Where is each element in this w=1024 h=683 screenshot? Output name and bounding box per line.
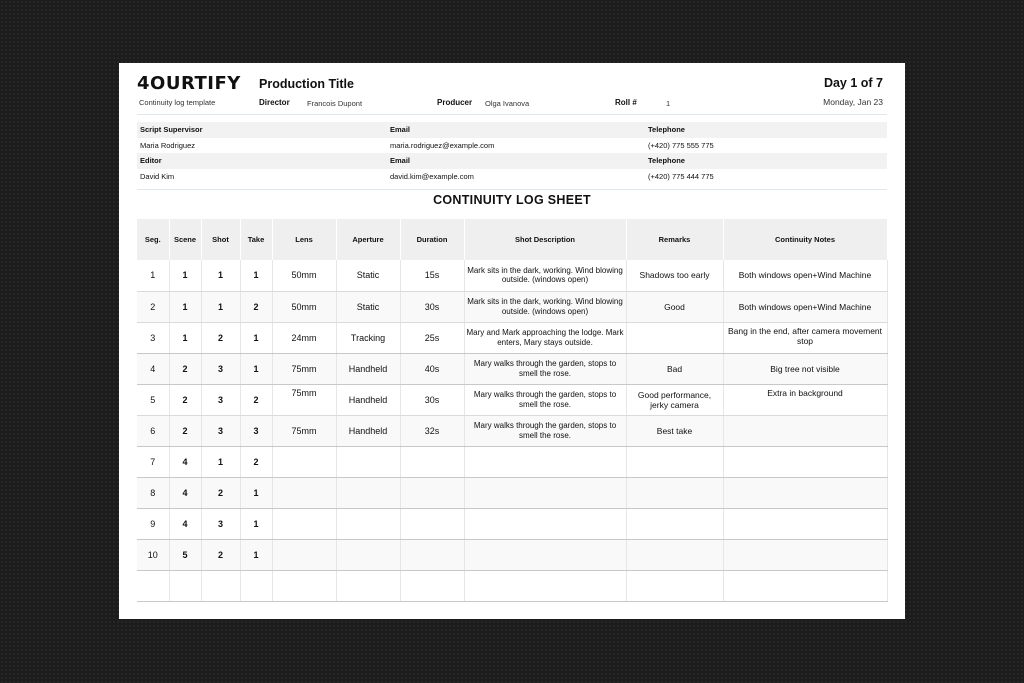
cell-aperture	[336, 539, 400, 570]
cell-description: Mary walks through the garden, stops to smell the rose.	[464, 384, 626, 415]
cell-description: Mark sits in the dark, working. Wind blowing outside. (windows open)	[464, 291, 626, 322]
cell-seg: 2	[137, 291, 169, 322]
cell-remarks: Good	[626, 291, 723, 322]
table-row	[137, 508, 887, 539]
cell-scene: 1	[169, 260, 201, 291]
cell-shot: 1	[201, 260, 240, 291]
cell-notes	[723, 446, 887, 477]
table-row	[137, 353, 887, 384]
contact-header-row	[137, 122, 887, 138]
table-row	[137, 260, 887, 291]
editor-phone: (+420) 775 444 775	[648, 171, 714, 181]
cell-lens	[272, 477, 336, 508]
cell-aperture: Tracking	[336, 322, 400, 353]
cell-take: 2	[240, 384, 272, 415]
cell-duration: 15s	[400, 260, 464, 291]
cell-seg: 6	[137, 415, 169, 446]
cell-notes: Extra in background	[723, 384, 887, 415]
cell-take: 3	[240, 415, 272, 446]
cell-take: 2	[240, 291, 272, 322]
cell-shot: 3	[201, 353, 240, 384]
cell-notes: Big tree not visible	[723, 353, 887, 384]
cell-scene: 1	[169, 291, 201, 322]
cell-seg: 10	[137, 539, 169, 570]
cell-remarks	[626, 570, 723, 601]
cell-duration: 32s	[400, 415, 464, 446]
cell-duration	[400, 446, 464, 477]
table-row	[137, 322, 887, 353]
cell-shot: 2	[201, 477, 240, 508]
cell-seg: 9	[137, 508, 169, 539]
cell-description	[464, 539, 626, 570]
col-header-remarks: Remarks	[626, 219, 723, 260]
col-header-seg: Seg.	[137, 219, 169, 260]
col-header-aperture: Aperture	[336, 219, 400, 260]
table-row	[137, 477, 887, 508]
cell-aperture: Handheld	[336, 384, 400, 415]
cell-aperture: Static	[336, 260, 400, 291]
log-sheet-title: CONTINUITY LOG SHEET	[433, 193, 591, 207]
shoot-date: Monday, Jan 23	[823, 97, 883, 107]
cell-aperture: Handheld	[336, 415, 400, 446]
supervisor-name: Maria Rodriguez	[140, 140, 196, 150]
col-header-shot: Shot	[201, 219, 240, 260]
cell-duration	[400, 477, 464, 508]
col-header-scene: Scene	[169, 219, 201, 260]
cell-description	[464, 508, 626, 539]
contact-row	[137, 138, 887, 154]
cell-description	[464, 477, 626, 508]
table-row	[137, 570, 887, 601]
cell-lens: 24mm	[272, 322, 336, 353]
divider	[137, 114, 887, 115]
cell-scene	[169, 570, 201, 601]
cell-scene: 4	[169, 446, 201, 477]
cell-lens: 50mm	[272, 260, 336, 291]
supervisor-email: maria.rodriguez@example.com	[390, 140, 495, 150]
editor-email: david.kim@example.com	[390, 171, 474, 181]
cell-description	[464, 570, 626, 601]
cell-remarks: Best take	[626, 415, 723, 446]
production-title: Production Title	[259, 77, 354, 91]
continuity-log-sheet	[119, 63, 905, 619]
cell-shot: 1	[201, 291, 240, 322]
editor-label: Editor	[140, 156, 162, 166]
day-counter: Day 1 of 7	[823, 76, 883, 90]
cell-lens	[272, 539, 336, 570]
col-header-lens: Lens	[272, 219, 336, 260]
cell-seg: 4	[137, 353, 169, 384]
cell-remarks	[626, 508, 723, 539]
cell-description: Mary and Mark approaching the lodge. Mark enters, Mary stays outside.	[464, 322, 626, 353]
cell-remarks	[626, 446, 723, 477]
cell-duration: 30s	[400, 384, 464, 415]
cell-duration	[400, 508, 464, 539]
cell-description: Mary walks through the garden, stops to smell the rose.	[464, 353, 626, 384]
cell-scene: 1	[169, 322, 201, 353]
cell-shot: 2	[201, 539, 240, 570]
col-header-duration: Duration	[400, 219, 464, 260]
cell-seg: 1	[137, 260, 169, 291]
cell-aperture: Static	[336, 291, 400, 322]
cell-notes: Both windows open+Wind Machine	[723, 291, 887, 322]
director-label: Director	[259, 98, 290, 107]
cell-remarks: Good performance, jerky camera	[626, 384, 723, 415]
cell-description: Mary walks through the garden, stops to smell the rose.	[464, 415, 626, 446]
cell-notes	[723, 539, 887, 570]
divider	[137, 189, 887, 190]
cell-remarks	[626, 477, 723, 508]
contacts-block	[137, 122, 887, 184]
template-name: Continuity log template	[139, 98, 216, 107]
roll-value: 1	[666, 98, 671, 108]
table-row	[137, 384, 887, 415]
supervisor-email-label: Email	[390, 125, 411, 135]
brand-logo: 4OURTIFY	[137, 73, 241, 94]
cell-scene: 2	[169, 353, 201, 384]
table-row	[137, 446, 887, 477]
cell-scene: 2	[169, 384, 201, 415]
cell-aperture	[336, 508, 400, 539]
cell-duration	[400, 570, 464, 601]
cell-aperture: Handheld	[336, 353, 400, 384]
supervisor-phone-label: Telephone	[648, 125, 685, 135]
table-row	[137, 415, 887, 446]
table-header-row	[137, 219, 887, 260]
cell-shot: 1	[201, 446, 240, 477]
producer-value: Olga Ivanova	[485, 98, 530, 108]
cell-aperture	[336, 570, 400, 601]
cell-lens	[272, 570, 336, 601]
continuity-log-table	[137, 219, 888, 602]
cell-shot: 2	[201, 322, 240, 353]
director-value: Francois Dupont	[307, 98, 363, 108]
cell-take: 1	[240, 508, 272, 539]
editor-name: David Kim	[140, 171, 175, 181]
producer-label: Producer	[437, 98, 473, 107]
col-header-description: Shot Description	[464, 219, 626, 260]
cell-remarks: Bad	[626, 353, 723, 384]
cell-take	[240, 570, 272, 601]
cell-lens: 75mm	[272, 415, 336, 446]
cell-shot	[201, 570, 240, 601]
cell-description: Mark sits in the dark, working. Wind blowing outside. (windows open)	[464, 260, 626, 291]
supervisor-label: Script Supervisor	[140, 125, 203, 135]
cell-take: 1	[240, 260, 272, 291]
table-row	[137, 291, 887, 322]
cell-notes: Both windows open+Wind Machine	[723, 260, 887, 291]
cell-notes: Bang in the end, after camera movement stop	[723, 322, 887, 353]
cell-remarks	[626, 539, 723, 570]
cell-scene: 5	[169, 539, 201, 570]
editor-phone-label: Telephone	[648, 156, 685, 166]
cell-aperture	[336, 477, 400, 508]
cell-shot: 3	[201, 415, 240, 446]
cell-duration: 25s	[400, 322, 464, 353]
col-header-notes: Continuity Notes	[723, 219, 887, 260]
cell-notes	[723, 570, 887, 601]
cell-remarks: Shadows too early	[626, 260, 723, 291]
cell-description	[464, 446, 626, 477]
cell-take: 1	[240, 539, 272, 570]
cell-seg: 7	[137, 446, 169, 477]
contact-row	[137, 169, 887, 185]
cell-seg: 3	[137, 322, 169, 353]
cell-notes	[723, 477, 887, 508]
cell-lens: 75mm	[272, 384, 336, 415]
editor-email-label: Email	[390, 156, 411, 166]
cell-lens	[272, 508, 336, 539]
cell-take: 1	[240, 322, 272, 353]
cell-seg: 8	[137, 477, 169, 508]
cell-notes	[723, 415, 887, 446]
cell-lens: 75mm	[272, 353, 336, 384]
col-header-take: Take	[240, 219, 272, 260]
cell-seg	[137, 570, 169, 601]
cell-take: 1	[240, 353, 272, 384]
cell-duration	[400, 539, 464, 570]
cell-shot: 3	[201, 384, 240, 415]
cell-aperture	[336, 446, 400, 477]
cell-seg: 5	[137, 384, 169, 415]
cell-take: 1	[240, 477, 272, 508]
cell-lens	[272, 446, 336, 477]
table-row	[137, 539, 887, 570]
cell-duration: 40s	[400, 353, 464, 384]
contact-header-row	[137, 153, 887, 169]
cell-shot: 3	[201, 508, 240, 539]
supervisor-phone: (+420) 775 555 775	[648, 140, 714, 150]
roll-label: Roll #	[615, 98, 637, 107]
cell-notes	[723, 508, 887, 539]
cell-duration: 30s	[400, 291, 464, 322]
cell-scene: 2	[169, 415, 201, 446]
cell-scene: 4	[169, 508, 201, 539]
cell-lens: 50mm	[272, 291, 336, 322]
cell-scene: 4	[169, 477, 201, 508]
cell-take: 2	[240, 446, 272, 477]
cell-remarks	[626, 322, 723, 353]
